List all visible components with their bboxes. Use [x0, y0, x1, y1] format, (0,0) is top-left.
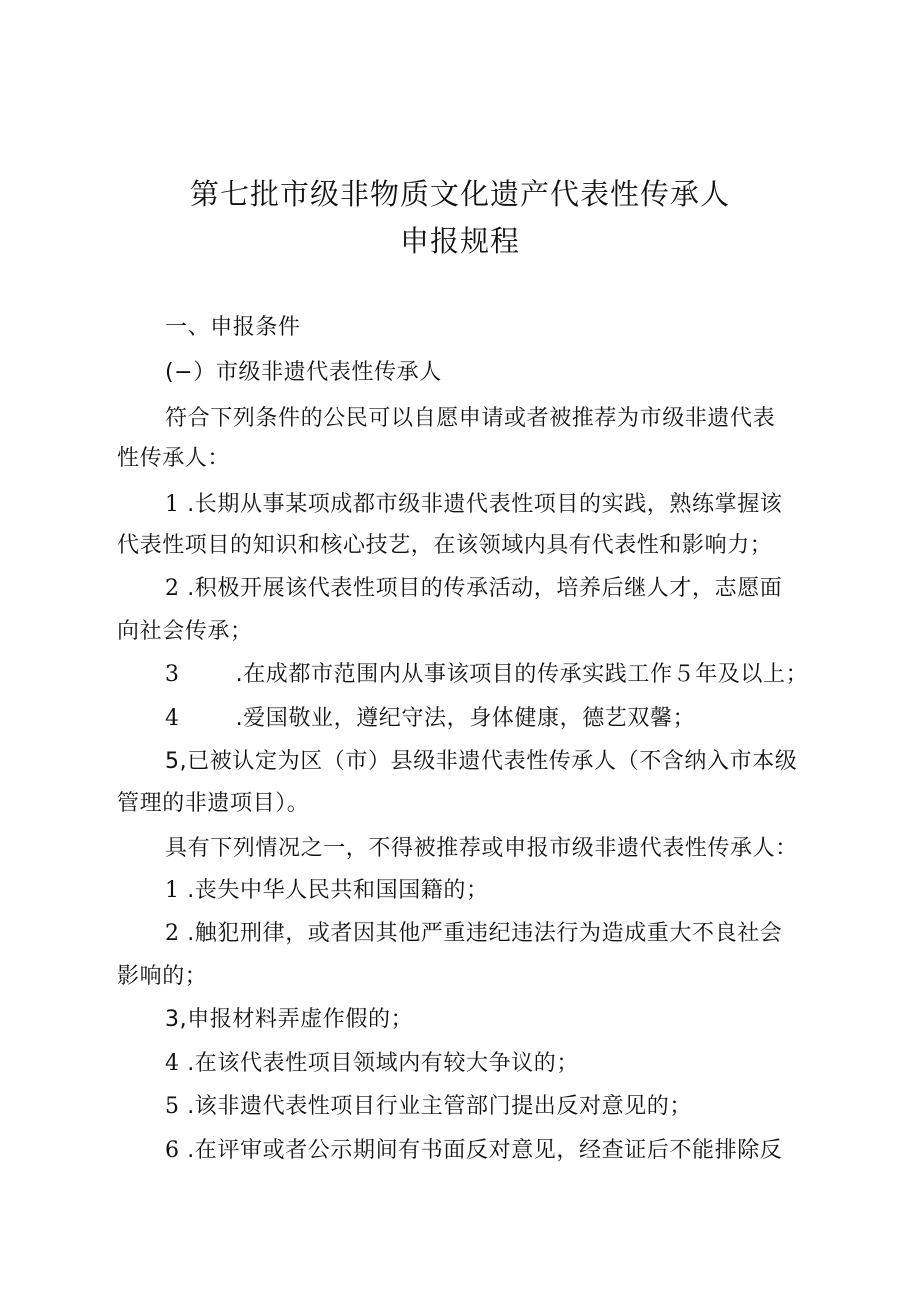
intro-paragraph-line2: 性传承人： — [117, 446, 231, 471]
condition-item-1-line1 — [165, 482, 865, 528]
condition-item-2-line2: 向社会传承； — [117, 619, 253, 644]
item-text: .在评审或者公示期间有书面反对意见，经查证后不能排除反 — [187, 1138, 783, 1163]
exclusion-item-2-line2: 影响的； — [117, 964, 208, 989]
exclusion-intro: 具有下列情况之一，不得被推荐或申报市级非遗代表性传承人： — [165, 836, 798, 861]
item-number: 2 — [165, 576, 180, 601]
item-number: 3 — [165, 662, 180, 687]
condition-item-4 — [165, 696, 865, 742]
condition-item-3 — [165, 652, 865, 698]
condition-item-5-line1: 5,已被认定为区（市）县级非遗代表性传承人（不含纳入市本级 — [165, 749, 798, 774]
item-text: .在成都市范围内从事该项目的传承实践工作５年及以上； — [235, 662, 809, 687]
item-number: 6 — [165, 1138, 180, 1163]
subsection-heading: (−）市级非遗代表性传承人 — [165, 360, 442, 385]
condition-item-1-line2: 代表性项目的知识和核心技艺，在该领域内具有代表性和影响力； — [117, 533, 773, 558]
item-text: .积极开展该代表性项目的传承活动，培养后继人才，志愿面 — [187, 576, 783, 601]
exclusion-item-1 — [165, 868, 865, 914]
condition-item-2-line1 — [165, 566, 865, 612]
exclusion-item-6 — [165, 1128, 865, 1174]
exclusion-item-4 — [165, 1041, 865, 1087]
item-number: 4 — [165, 706, 180, 731]
item-text: .丧失中华人民共和国国籍的； — [187, 878, 489, 903]
item-text: .该非遗代表性项目行业主管部门提出反对意见的； — [187, 1094, 692, 1119]
document-title-line2: 申报规程 — [399, 224, 520, 258]
item-text: .长期从事某项成都市级非遗代表性项目的实践，熟练掌握该 — [187, 492, 783, 517]
exclusion-item-5 — [165, 1084, 865, 1130]
item-number: 1 — [165, 878, 180, 903]
section-heading: 一、申报条件 — [165, 315, 301, 340]
item-text: .在该代表性项目领域内有较大争议的； — [187, 1051, 579, 1076]
condition-item-5-line2: 管理的非遗项目）。 — [117, 791, 310, 816]
item-number: 4 — [165, 1051, 180, 1076]
intro-paragraph-line1: 符合下列条件的公民可以自愿申请或者被推荐为市级非遗代表 — [165, 406, 776, 431]
exclusion-item-2-line1 — [165, 911, 865, 957]
item-text: .爱国敬业，遵纪守法，身体健康，德艺双馨； — [235, 706, 696, 731]
item-number: 5 — [165, 1094, 180, 1119]
item-number: 1 — [165, 492, 180, 517]
item-number: 2 — [165, 921, 180, 946]
document-title-line1: 第七批市级非物质文化遗产代表性传承人 — [189, 177, 730, 211]
item-text: .触犯刑律，或者因其他严重违纪违法行为造成重大不良社会 — [187, 921, 783, 946]
exclusion-item-3: 3,申报材料弄虚作假的； — [165, 1007, 414, 1032]
